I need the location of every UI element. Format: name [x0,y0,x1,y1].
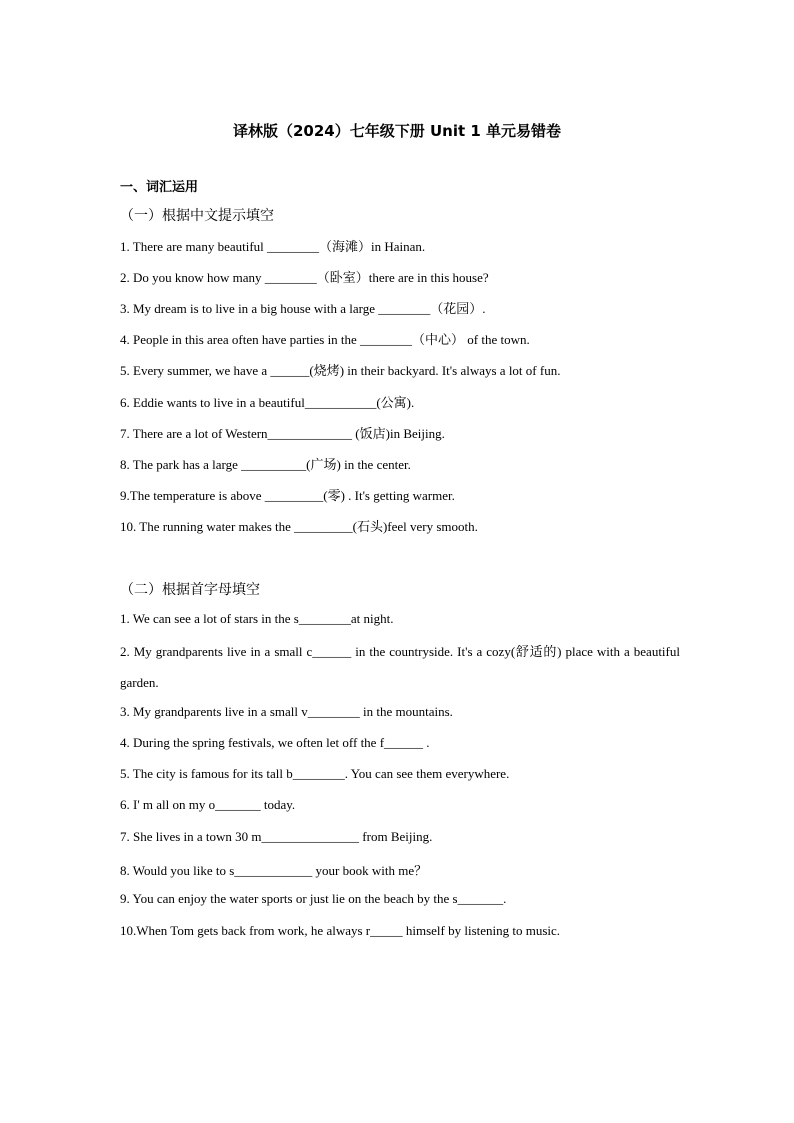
question-item: 6. I' m all on my o_______ today. [120,797,296,812]
part1-heading: （一）根据中文提示填空 [120,208,274,224]
question-item: 5. The city is famous for its tall b________. You can see them everywhere. [120,766,510,781]
question-item: 7. She lives in a town 30 m_______________ from Beijing. [120,829,433,844]
question-item: 3. My grandparents live in a small v________ in the mountains. [120,704,453,719]
question-item: 4. People in this area often have parties in the ________（中心） of the town. [120,332,530,347]
question-item: 3. My dream is to live in a big house with a large ________（花园）. [120,301,486,316]
question-item: 1. There are many beautiful ________（海滩）in Hainan. [120,239,426,254]
section-heading: 一、词汇运用 [120,180,199,195]
question-item: 6. Eddie wants to live in a beautiful___________(公寓). [120,395,415,410]
question-item: 7. There are a lot of Western_____________ (饭店)in Beijing. [120,426,445,441]
page-title: 译林版（2024）七年级下册 Unit 1 单元易错卷 [232,122,562,140]
question-item: 2. Do you know how many ________（卧室）there are in this house? [120,270,489,285]
question-item: 10. The running water makes the _________(石头)feel very smooth. [120,519,478,534]
question-item: 8. Would you like to s____________ your book with me？ [120,863,428,878]
question-item: 1. We can see a lot of stars in the s________at night. [120,611,394,626]
question-item: 9. You can enjoy the water sports or just lie on the beach by the s_______. [120,891,507,906]
question-item: 4. During the spring festivals, we often let off the f______ . [120,735,430,750]
question-item: 10.When Tom gets back from work, he always r_____ himself by listening to music. [120,923,561,938]
question-item: 2. My grandparents live in a small c______ in the countryside. It's a cozy(舒适的) place with a beautiful garden. [120,644,680,690]
question-item: 8. The park has a large __________(广场) in the center. [120,457,411,472]
part2-heading: （二）根据首字母填空 [120,582,260,598]
question-item: 5. Every summer, we have a ______(烧烤) in their backyard. It's always a lot of fun. [120,363,561,378]
question-item: 9.The temperature is above _________(零) . It's getting warmer. [120,488,455,503]
